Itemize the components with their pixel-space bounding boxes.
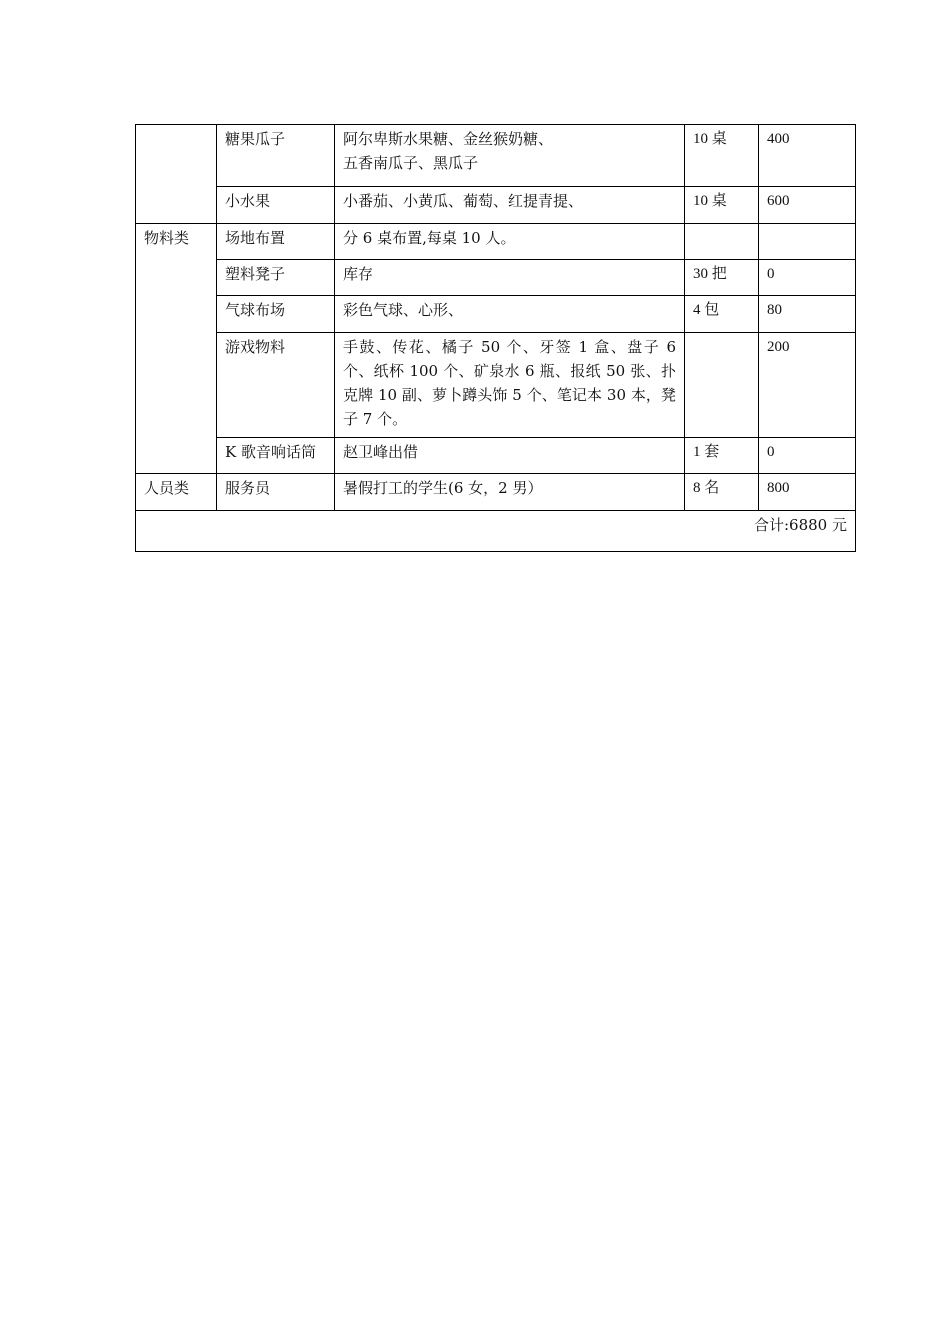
table-row xyxy=(136,187,856,224)
table-row xyxy=(136,260,856,296)
quantity-cell xyxy=(685,224,759,260)
category-cell: 物料类 xyxy=(136,224,217,474)
table-row xyxy=(136,296,856,333)
amount-cell: 400 xyxy=(759,125,856,187)
item-cell: 气球布场 xyxy=(217,296,335,333)
quantity-cell: 10 桌 xyxy=(685,187,759,224)
table-row xyxy=(136,438,856,474)
amount-cell: 0 xyxy=(759,438,856,474)
budget-table xyxy=(135,124,856,552)
item-cell: 小水果 xyxy=(217,187,335,224)
quantity-cell: 10 桌 xyxy=(685,125,759,187)
detail-cell: 小番茄、小黄瓜、葡萄、红提青提、 xyxy=(335,187,685,224)
quantity-cell: 4 包 xyxy=(685,296,759,333)
table-row xyxy=(136,224,856,260)
table-row xyxy=(136,333,856,438)
quantity-cell: 8 名 xyxy=(685,474,759,511)
detail-cell: 赵卫峰出借 xyxy=(335,438,685,474)
detail-cell: 分 6 桌布置,每桌 10 人。 xyxy=(335,224,685,260)
category-cell xyxy=(136,125,217,224)
amount-cell: 200 xyxy=(759,333,856,438)
item-cell: 塑料凳子 xyxy=(217,260,335,296)
amount-cell: 80 xyxy=(759,296,856,333)
amount-cell: 800 xyxy=(759,474,856,511)
table-row xyxy=(136,474,856,511)
detail-cell: 手鼓、传花、橘子 50 个、牙签 1 盒、盘子 6 个、纸杯 100 个、矿泉水 6 瓶、报纸 50 张、扑克牌 10 副、萝卜蹲头饰 5 个、笔记本 30 本，凳子 7 个。 xyxy=(335,333,685,438)
item-cell: 游戏物料 xyxy=(217,333,335,438)
detail-cell: 库存 xyxy=(335,260,685,296)
quantity-cell xyxy=(685,333,759,438)
category-cell: 人员类 xyxy=(136,474,217,511)
total-row xyxy=(136,511,856,552)
amount-cell: 0 xyxy=(759,260,856,296)
quantity-cell: 30 把 xyxy=(685,260,759,296)
amount-cell: 600 xyxy=(759,187,856,224)
item-cell: 场地布置 xyxy=(217,224,335,260)
detail-cell: 暑假打工的学生(6 女，2 男） xyxy=(335,474,685,511)
item-cell: 服务员 xyxy=(217,474,335,511)
detail-cell xyxy=(335,125,685,187)
table-row xyxy=(136,125,856,187)
detail-cell: 彩色气球、心形、 xyxy=(335,296,685,333)
total-cell: 合计:6880 元 xyxy=(136,511,856,552)
item-cell: 糖果瓜子 xyxy=(217,125,335,187)
item-cell: K 歌音响话筒 xyxy=(217,438,335,474)
detail-line: 阿尔卑斯水果糖、金丝猴奶糖、 xyxy=(343,130,554,148)
amount-cell xyxy=(759,224,856,260)
detail-line: 五香南瓜子、黑瓜子 xyxy=(343,154,479,172)
quantity-cell: 1 套 xyxy=(685,438,759,474)
